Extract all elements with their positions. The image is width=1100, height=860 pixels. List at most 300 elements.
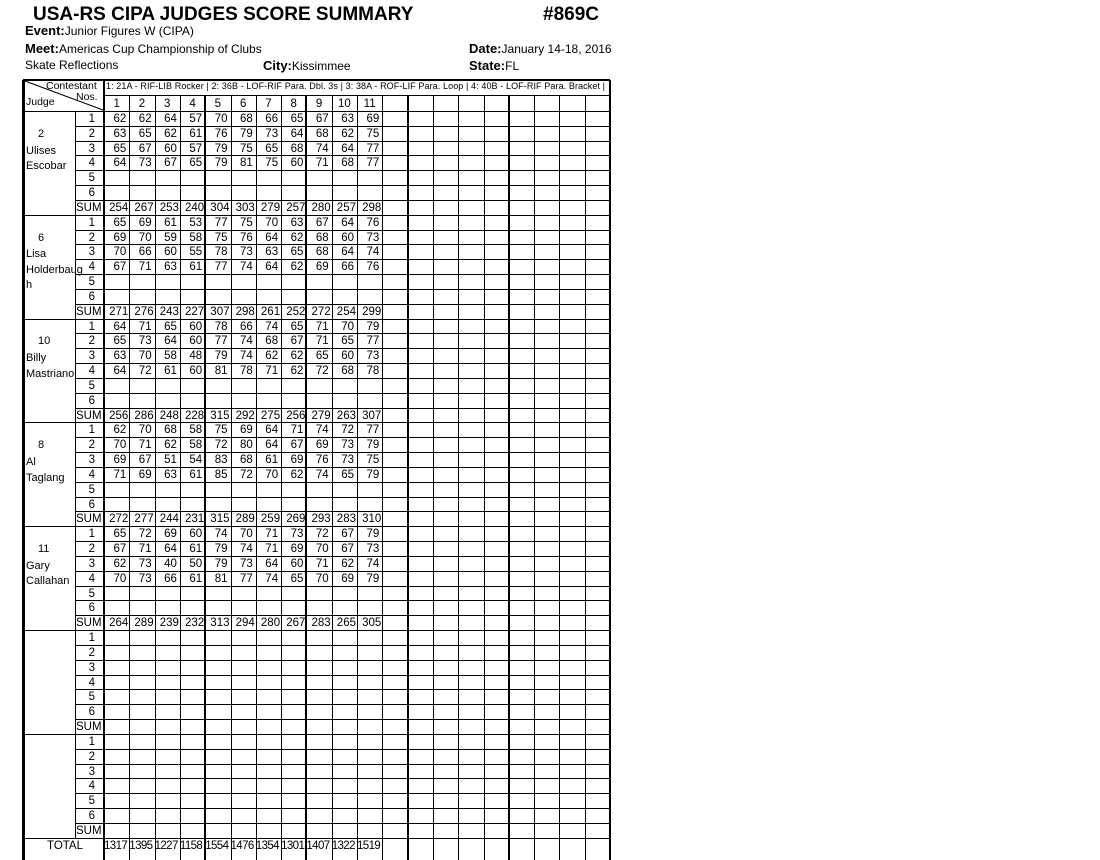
round-row-label: 6 [88,498,95,511]
sum-cell: 267 [286,617,306,630]
contestant-number-header: 2 [138,98,146,110]
total-cell: 1407 [306,839,330,852]
score-cell: 62 [113,113,127,125]
score-cell: 75 [240,216,253,229]
grid-line-v [407,95,409,860]
round-row-label: 2 [88,543,95,556]
sum-cell: 254 [336,305,356,318]
score-cell: 77 [214,216,228,229]
round-row-label: 4 [88,261,95,274]
score-cell: 64 [113,320,127,333]
score-cell: 62 [290,365,304,378]
sum-cell: 256 [286,409,306,422]
score-cell: 75 [366,454,380,467]
sum-cell: 294 [235,617,255,630]
score-cell: 79 [366,439,380,452]
round-row-label: 2 [88,750,95,763]
score-cell: 68 [315,231,329,244]
score-cell: 72 [341,424,354,437]
score-cell: 62 [113,557,127,570]
round-row-label: 5 [88,379,95,392]
score-cell: 73 [265,127,279,140]
score-cell: 70 [341,320,354,333]
score-cell: 55 [189,246,203,259]
score-cell: 70 [138,231,152,244]
score-cell: 80 [240,439,253,452]
score-cell: 62 [164,127,177,140]
score-cell: 76 [214,127,228,140]
sum-cell: 276 [134,305,154,318]
score-cell: 73 [240,557,253,570]
score-cell: 62 [164,439,177,452]
sum-cell: 272 [109,513,129,526]
score-cell: 81 [214,572,228,585]
score-cell: 65 [315,350,329,363]
sum-cell: 315 [210,513,230,526]
score-cell: 74 [240,543,253,556]
judge-name-line: Escobar [26,160,67,173]
round-row-label: 5 [88,795,95,808]
score-cell: 64 [341,216,354,229]
grid-line-h [75,793,610,794]
score-cell: 85 [214,468,228,481]
score-cell: 63 [113,127,127,140]
score-cell: 73 [341,454,354,467]
score-cell: 78 [214,246,228,259]
score-cell: 66 [265,113,279,125]
round-row-label: 4 [88,780,95,793]
score-cell: 70 [240,528,253,541]
contestant-number-header: 7 [265,98,272,110]
judge-number: 11 [38,543,50,556]
score-cell: 69 [240,424,253,437]
sum-cell: 243 [159,305,179,318]
sum-cell: 279 [260,201,281,214]
contestant-number-header [509,97,534,111]
sum-row-label: SUM [76,305,102,318]
score-cell: 79 [214,142,228,155]
round-row-label: 4 [88,572,95,585]
round-row-label: 4 [88,468,95,481]
contestant-number-header: 11 [363,98,376,110]
score-cell: 73 [138,335,152,348]
score-cell: 60 [189,365,203,378]
sum-cell: 293 [311,513,331,526]
sum-cell: 283 [311,617,331,630]
score-cell: 74 [315,142,329,155]
page-title: USA-RS CIPA JUDGES SCORE SUMMARY [33,4,414,25]
score-cell: 71 [138,543,152,556]
score-cell: 79 [366,528,380,541]
sum-cell: 257 [286,201,306,214]
contestant-number-header: 5 [214,98,222,110]
score-cell: 77 [240,572,253,585]
grid-line-h [23,734,610,735]
contestant-number-header [484,97,509,111]
score-cell: 63 [164,261,177,274]
sum-cell: 271 [109,305,129,318]
round-row-label: 2 [88,127,95,140]
score-cell: 61 [189,127,203,140]
sum-cell: 265 [336,617,356,630]
score-cell: 73 [366,350,380,363]
score-cell: 71 [315,320,329,333]
score-cell: 65 [113,216,127,229]
score-cell: 64 [164,113,177,125]
contestant-number-header: 3 [164,98,171,110]
round-row-label: 1 [88,216,95,229]
score-cell: 71 [138,439,152,452]
sum-cell: 292 [235,409,255,422]
score-cell: 65 [138,127,152,140]
score-cell: 73 [341,439,354,452]
score-cell: 73 [138,572,152,585]
score-cell: 68 [341,365,354,378]
score-cell: 50 [189,557,203,570]
state-value: FL [505,59,520,73]
score-cell: 74 [240,335,253,348]
score-cell: 61 [265,454,279,467]
sum-cell: 275 [260,409,281,422]
score-cell: 51 [164,454,177,467]
grid-line-h [75,393,610,394]
round-row-label: 3 [88,142,95,155]
round-row-label: 4 [88,157,95,170]
judge-name-line: Lisa [26,248,47,261]
round-row-label: 5 [88,691,95,704]
city-label: City: [263,58,292,73]
total-cell: 1322 [331,839,355,852]
score-cell: 65 [341,468,354,481]
score-cell: 71 [138,320,152,333]
score-cell: 79 [214,157,228,170]
grid-line-v [609,95,611,860]
date-label: Date: [469,41,502,56]
sum-cell: 263 [336,409,356,422]
score-cell: 58 [164,350,177,363]
score-cell: 64 [265,424,279,437]
sum-cell: 307 [210,305,230,318]
score-cell: 76 [366,216,380,229]
score-cell: 70 [113,439,127,452]
state-line [469,58,519,73]
total-cell: 1519 [357,839,381,852]
score-cell: 64 [164,543,177,556]
sum-row-label: SUM [76,409,102,422]
sum-cell: 248 [159,409,179,422]
score-cell: 66 [138,246,152,259]
meet-value: Americas Cup Championship of Clubs [58,42,262,56]
sum-cell: 286 [134,409,154,422]
round-row-label: 6 [88,187,95,200]
total-cell: 1395 [129,839,153,852]
score-cell: 59 [164,231,177,244]
total-cell: 1354 [255,839,279,852]
score-cell: 67 [290,439,304,452]
score-cell: 69 [113,454,127,467]
sum-cell: 244 [159,513,179,526]
score-cell: 60 [290,557,304,570]
score-cell: 57 [189,142,203,155]
sum-cell: 283 [336,513,356,526]
grid-line-v [508,95,510,860]
score-cell: 69 [290,543,304,556]
score-cell: 74 [366,246,380,259]
sum-cell: 227 [185,305,205,318]
score-cell: 72 [214,439,228,452]
judge-number: 2 [38,127,45,140]
score-cell: 62 [341,557,354,570]
score-cell: 64 [290,127,304,140]
sum-cell: 252 [286,305,306,318]
score-cell: 68 [240,454,253,467]
score-cell: 70 [214,113,228,125]
score-cell: 65 [341,335,354,348]
sum-cell: 298 [235,305,255,318]
judge-number: 8 [38,439,45,452]
score-cell: 70 [315,572,329,585]
round-row-label: 1 [88,528,95,541]
event-line [25,23,194,38]
round-row-label: 6 [88,810,95,822]
score-cell: 62 [265,350,279,363]
sum-cell: 280 [311,201,331,214]
score-cell: 73 [290,528,304,541]
round-row-label: 5 [88,587,95,600]
score-cell: 53 [189,216,203,229]
grid-line-h [75,675,610,676]
grid-line-v [484,95,485,860]
grid-line-h [23,79,610,81]
round-row-label: 1 [88,320,95,333]
score-cell: 70 [138,350,152,363]
contestant-number-header: 4 [189,98,196,110]
score-cell: 75 [366,127,380,140]
score-cell: 58 [189,231,203,244]
score-cell: 71 [315,335,329,348]
score-cell: 68 [315,127,329,140]
score-cell: 68 [290,142,304,155]
event-value: Junior Figures W (CIPA) [64,24,194,38]
grid-line-v [382,95,383,860]
score-cell: 64 [341,246,354,259]
score-cell: 74 [265,572,279,585]
score-cell: 63 [164,468,177,481]
contestant-number-header: 10 [337,98,351,110]
score-cell: 70 [138,424,152,437]
score-cell: 79 [240,127,253,140]
score-cell: 72 [315,365,329,378]
corner-judge-label: Judge [26,96,55,108]
judge-name-line: Mastriano [26,367,75,380]
sum-row-label: SUM [76,721,102,734]
score-cell: 71 [290,424,304,437]
score-cell: 74 [240,350,253,363]
meet-line [25,41,262,56]
judge-name-line: Al [26,456,36,469]
score-cell: 68 [315,246,329,259]
sum-row-label: SUM [76,201,102,214]
grid-line-h [75,778,610,779]
score-cell: 75 [240,142,253,155]
score-cell: 70 [265,216,279,229]
meet-label: Meet: [25,41,59,56]
grid-line-h [75,645,610,646]
event-label: Event: [25,23,65,38]
score-cell: 79 [214,543,228,556]
round-row-label: 4 [88,676,95,689]
round-row-label: 6 [88,602,95,615]
score-cell: 58 [189,439,203,452]
round-row-label: 2 [88,335,95,348]
score-cell: 67 [113,261,127,274]
score-cell: 61 [189,261,203,274]
sum-row-label: SUM [76,617,102,630]
score-cell: 75 [265,157,279,170]
score-cell: 58 [189,424,203,437]
grid-line-v [585,95,586,860]
score-cell: 67 [341,543,354,556]
score-cell: 62 [138,113,152,125]
sum-cell: 272 [311,305,331,318]
score-cell: 65 [164,320,177,333]
sum-cell: 277 [134,513,154,526]
score-cell: 69 [290,454,304,467]
judge-number: 10 [38,335,51,348]
score-cell: 61 [164,365,177,378]
sum-cell: 261 [260,305,281,318]
total-cell: 1227 [154,839,178,852]
score-cell: 68 [240,113,253,125]
judge-number: 6 [38,231,45,244]
score-cell: 69 [113,231,127,244]
score-cell: 65 [290,320,304,333]
score-cell: 71 [315,157,329,170]
score-cell: 77 [214,261,228,274]
corner-nos-label: Nos. [76,91,98,103]
score-cell: 74 [240,261,253,274]
grid-line-v [534,95,535,860]
contestant-number-header: 9 [315,98,323,110]
contestant-number-header: 8 [290,98,297,110]
grid-line-h [75,497,610,498]
grid-line-h [75,600,610,601]
sum-cell: 299 [362,305,382,318]
score-cell: 70 [113,572,127,585]
grid-line-v [559,95,560,860]
sum-cell: 239 [159,617,179,630]
score-cell: 63 [265,246,279,259]
round-row-label: 1 [88,632,95,645]
judge-name-line: Holderbaug [26,263,83,276]
score-cell: 73 [138,157,152,170]
contestant-number-header [458,97,483,111]
score-cell: 62 [290,350,304,363]
score-cell: 74 [315,468,329,481]
score-cell: 69 [138,468,152,481]
score-cell: 78 [240,365,253,378]
score-cell: 61 [189,468,203,481]
score-cell: 71 [265,543,279,556]
score-cell: 60 [164,142,177,155]
score-cell: 68 [341,157,354,170]
score-cell: 74 [265,320,279,333]
round-row-label: 1 [88,735,95,748]
score-cell: 67 [138,142,152,155]
sum-cell: 264 [109,617,129,630]
sum-cell: 304 [210,201,230,214]
sum-cell: 269 [286,513,306,526]
score-cell: 71 [265,365,279,378]
score-cell: 40 [164,557,177,570]
score-cell: 65 [265,142,279,155]
score-cell: 64 [164,335,177,348]
score-cell: 79 [214,557,228,570]
score-cell: 60 [189,335,203,348]
score-cell: 65 [113,335,127,348]
sum-cell: 259 [260,513,281,526]
score-cell: 70 [265,468,279,481]
score-cell: 67 [164,157,177,170]
score-cell: 60 [189,320,203,333]
total-cell: 1301 [281,839,305,852]
score-cell: 71 [265,528,279,541]
score-cell: 61 [189,543,203,556]
round-row-label: 6 [88,394,95,407]
score-cell: 65 [113,142,127,155]
total-cell: 1476 [230,839,254,852]
round-row-label: 3 [88,246,95,259]
grid-line-h [75,704,610,705]
round-row-label: 4 [88,365,95,378]
score-cell: 73 [366,543,380,556]
total-cell: 1317 [104,839,128,852]
score-cell: 70 [113,246,127,259]
score-cell: 73 [240,246,253,259]
score-cell: 74 [214,528,228,541]
score-cell: 61 [189,572,203,585]
score-table [23,80,610,860]
score-cell: 70 [315,543,329,556]
score-cell: 75 [214,424,228,437]
judge-name-line: Gary [26,559,50,572]
sum-cell: 254 [109,201,129,214]
score-cell: 74 [315,424,329,437]
score-cell: 71 [315,557,329,570]
score-cell: 72 [138,365,152,378]
grid-line-v [22,80,25,860]
score-cell: 65 [290,246,304,259]
sum-cell: 231 [185,513,205,526]
round-row-label: 2 [88,646,95,659]
sum-row-label: SUM [76,824,102,837]
score-cell: 73 [366,231,380,244]
sum-cell: 228 [185,409,205,422]
score-cell: 60 [164,246,177,259]
grid-line-h [75,749,610,750]
sum-cell: 307 [362,409,382,422]
contestant-number-header [585,97,610,111]
score-cell: 66 [164,572,177,585]
total-row-label: TOTAL [47,839,83,852]
score-cell: 67 [290,335,304,348]
score-cell: 67 [138,454,152,467]
grid-line-h [75,764,610,765]
score-cell: 67 [341,528,354,541]
figures-header: 1: 21A - RIF-LIB Rocker | 2: 36B - LOF-RIF Para. Dbl. 3s | 3: 38A - ROF-LIF Para. Loop | 4: 40B - LOF-RIF Para. Bracket | [106,81,606,91]
score-cell: 65 [290,572,304,585]
score-cell: 69 [164,528,177,541]
